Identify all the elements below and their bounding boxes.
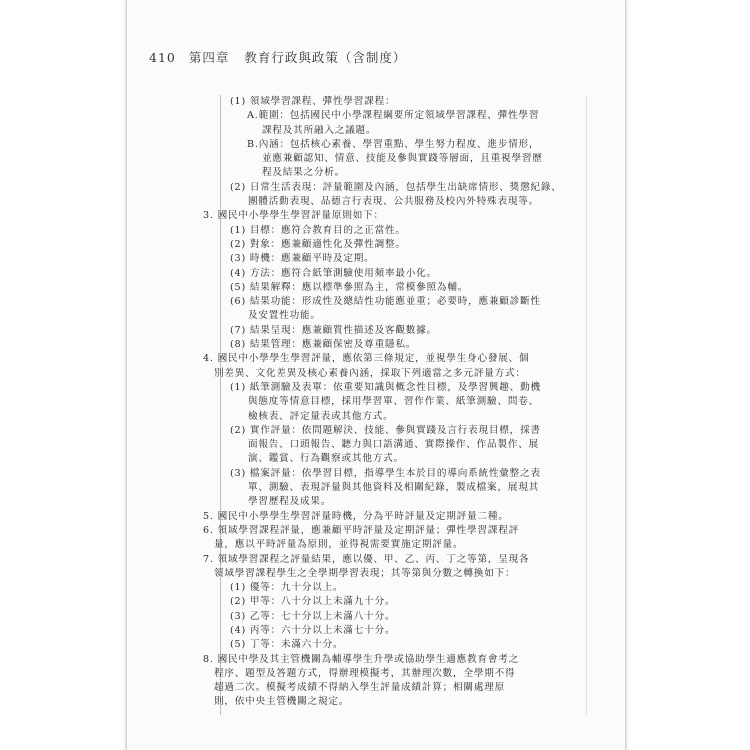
text-line: (4) 方法：應符合紙筆測驗使用頻率最小化。 bbox=[230, 267, 437, 279]
page-header bbox=[149, 48, 406, 66]
chapter-title: 教育行政與政策（含制度） bbox=[244, 50, 407, 65]
text-line: 單、測驗、表現評量與其他資料及相關紀錄，製成檔案，展現其 bbox=[248, 482, 540, 494]
text-line: 並應兼顧認知、情意、技能及參與實踐等層面，且重視學習歷 bbox=[262, 153, 543, 165]
text-line: 6. 領域學習課程評量，應兼顧平時評量及定期評量；彈性學習課程評 bbox=[203, 524, 520, 536]
text-line: (7) 結果呈現：應兼顧質性描述及客觀數據。 bbox=[230, 324, 437, 336]
text-line: (8) 結果管理：應兼顧保密及尊重隱私。 bbox=[230, 339, 417, 351]
text-line: B.內涵：包括核心素養、學習重點、學生努力程度、進步情形， bbox=[247, 138, 540, 150]
text-line: 檢核表、評定量表或其他方式。 bbox=[248, 410, 394, 422]
text-line: 超過二次。模擬考成績不得納入學生評量成績計算；相關處理原 bbox=[214, 682, 506, 694]
text-line: 量，應以平時評量為原則，並得視需要實施定期評量。 bbox=[214, 539, 464, 551]
page-number: 410 bbox=[149, 50, 176, 65]
text-line: 程及結果之分析。 bbox=[262, 167, 346, 179]
text-line: A.範圍：包括國民中小學課程綱要所定領域學習課程、彈性學習 bbox=[247, 110, 540, 122]
text-line: (5) 丁等：未滿六十分。 bbox=[230, 639, 344, 651]
text-line: 演、鑑賞、行為觀察或其他方式。 bbox=[248, 453, 404, 465]
text-line: 4. 國民中小學學生學習評量，應依第三條規定，並視學生身心發展、個 bbox=[203, 353, 530, 365]
text-line: 7. 領域學習課程之評量結果，應以優、甲、乙、丙、丁之等第，呈現各 bbox=[203, 553, 530, 565]
text-line: 及安置性功能。 bbox=[248, 310, 321, 322]
text-line: 5. 國民中小學學生學習評量時機，分為平時評量及定期評量二種。 bbox=[203, 510, 509, 522]
text-line: 團體活動表現、品德言行表現、公共服務及校內外特殊表現等。 bbox=[248, 196, 540, 208]
text-line: (2) 日常生活表現：評量範圍及內涵，包括學生出缺席情形、獎懲紀錄、 bbox=[230, 181, 562, 193]
text-line: 3. 國民中小學學生學習評量原則如下： bbox=[203, 210, 384, 222]
text-line: 面報告、口頭報告、聽力與口語溝通、實際操作、作品製作、展 bbox=[248, 439, 540, 451]
text-line: 領域學習課程學生之全學期學習表現；其等第與分數之轉換如下： bbox=[214, 567, 516, 579]
text-line: (3) 乙等：七十分以上未滿八十分。 bbox=[230, 610, 396, 622]
text-line: 學習歷程及成果。 bbox=[248, 496, 332, 508]
text-line: (2) 甲等：八十分以上未滿九十分。 bbox=[230, 596, 396, 608]
chapter-label: 第四章 bbox=[188, 50, 230, 65]
text-line: 8. 國民中學及其主管機關為輔導學生升學或協助學生適應教育會考之 bbox=[203, 653, 520, 665]
text-line: (4) 丙等：六十分以上未滿七十分。 bbox=[230, 624, 396, 636]
text-line: 別差異、文化差異及核心素養內涵，採取下列適當之多元評量方式： bbox=[214, 367, 526, 379]
text-line: 課程及其所融入之議題。 bbox=[262, 124, 377, 136]
text-line: (2) 對象：應兼顧適性化及彈性調整。 bbox=[230, 238, 406, 250]
text-line: (1) 紙筆測驗及表單：依重要知識與概念性目標，及學習興趣、動機 bbox=[230, 381, 541, 393]
page-body-text bbox=[203, 95, 583, 710]
text-line: 與態度等情意目標，採用學習單、習作作業、紙筆測驗、問卷、 bbox=[248, 396, 540, 408]
text-line: 則，依中央主管機關之規定。 bbox=[214, 696, 350, 708]
right-margin-rule bbox=[586, 95, 587, 715]
text-line: (3) 檔案評量：依學習目標，指導學生本於目的導向系統性彙整之表 bbox=[230, 467, 541, 479]
text-line: (6) 結果功能：形成性及總結性功能應並重；必要時，應兼顧診斷性 bbox=[230, 296, 541, 308]
text-line: (5) 結果解釋：應以標準參照為主，常模參照為輔。 bbox=[230, 281, 469, 293]
text-line: (1) 目標：應符合教育目的之正當性。 bbox=[230, 224, 406, 236]
text-line: (3) 時機：應兼顧平時及定期。 bbox=[230, 253, 375, 265]
text-line: 程序、題型及答題方式，得辦理模擬考，其辦理次數，全學期不得 bbox=[214, 667, 516, 679]
text-line: (1) 領域學習課程、彈性學習課程： bbox=[230, 96, 396, 107]
text-line: (2) 實作評量：依問題解決、技能、參與實踐及言行表現目標，採書 bbox=[230, 424, 541, 436]
text-line: (1) 優等：九十分以上。 bbox=[230, 582, 344, 594]
